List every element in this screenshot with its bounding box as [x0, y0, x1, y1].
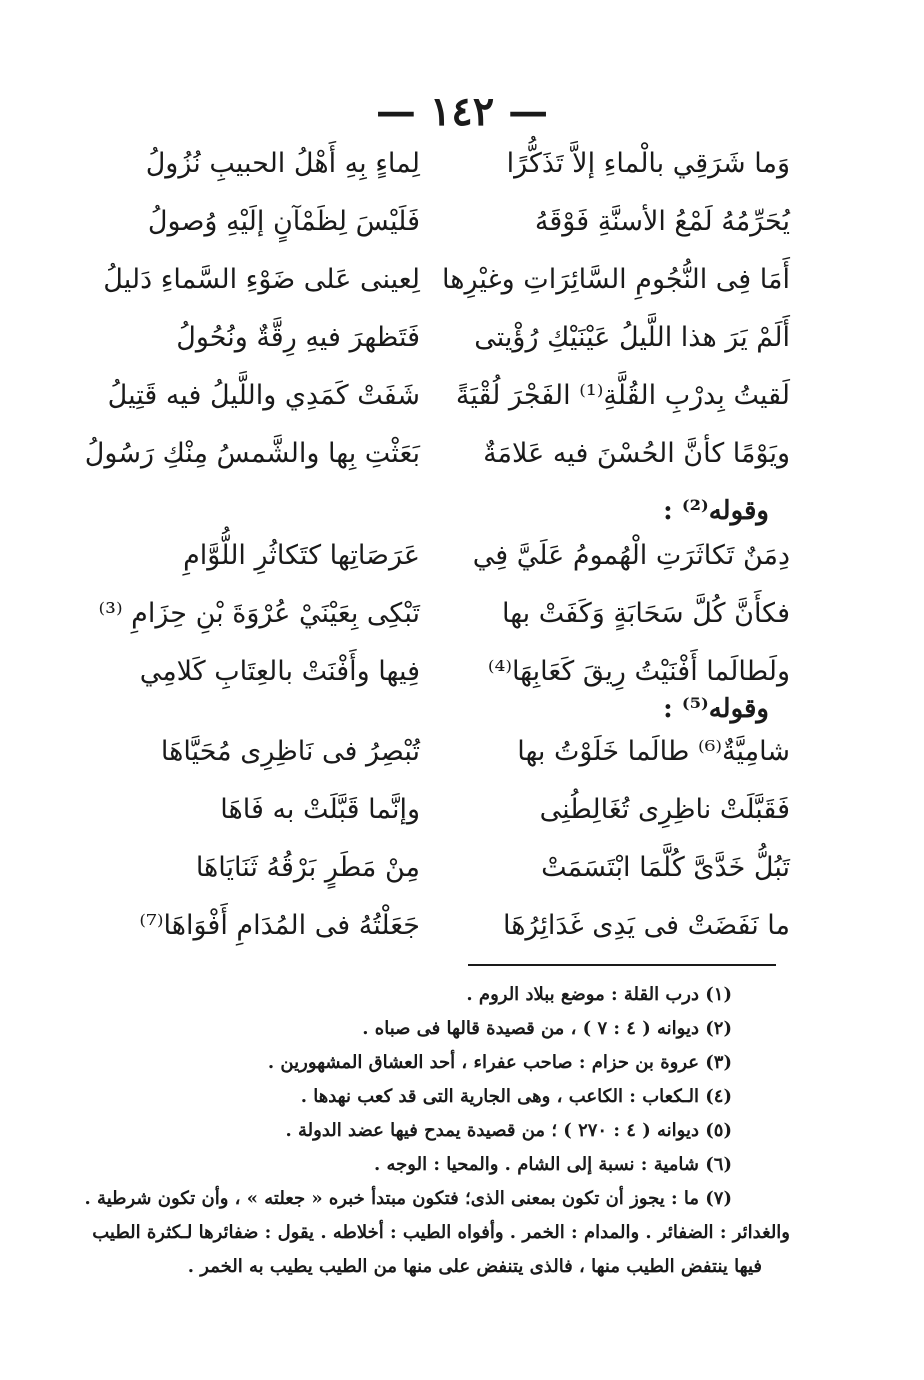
verse-first-hemistich: دِمَنٌ تَكاثَرَتِ الْهُمومُ عَلَيَّ فِي [472, 540, 790, 571]
verse-first-hemistich: ولَطالَما أَفْنَيْتُ رِيقَ كَعَابِهَا⁽⁴⁾ [487, 656, 790, 687]
verse-second-hemistich: فَتَظهرَ فيهِ رِقَّةٌ ونُحُولُ [176, 322, 420, 353]
poem-section-3 [110, 736, 790, 968]
verse-row [98, 598, 790, 656]
verse-second-hemistich: بَعَثْتِ بِها والشَّمسُ مِنْكِ رَسُولُ [84, 438, 420, 469]
footnote-divider [468, 964, 776, 966]
verse-row [107, 380, 790, 438]
verse-row [110, 736, 790, 794]
footnote: (٣) عروة بن حزام : صاحب عفراء ، أحد العشاق المشهورين . [267, 1052, 732, 1073]
verse-row [110, 852, 790, 910]
page-number: — ١٤٢ — [375, 88, 549, 135]
verse-first-hemistich: أَلَمْ يَرَ هذا اللَّيلُ عَيْنَيْكِ رُؤْيتى [474, 322, 790, 353]
verse-second-hemistich: تَبْكِى بِعَيْنَيْ عُرْوَةَ بْنِ حِزَامِ ⁽³⁾ [98, 598, 420, 629]
verse-second-hemistich: لِعينى عَلى ضَوْءِ السَّماءِ دَليلُ [103, 264, 420, 295]
verse-first-hemistich: ما نَفَضَتْ فى يَدِى غَدَائِرُهَا [502, 910, 790, 941]
verse-first-hemistich: فكأَنَّ كُلَّ سَحَابَةٍ وَكَفَتْ بها [501, 598, 790, 629]
verse-second-hemistich: فَلَيْسَ لِظَمْآنٍ إلَيْهِ وُصولُ [147, 206, 420, 237]
footnote: (٤) الـكعاب : الكاعب ، وهى الجارية التى قد كعب نهدها . [300, 1086, 732, 1107]
verse-row [110, 148, 790, 206]
verse-row [103, 264, 790, 322]
verse-first-hemistich: فَقَبَّلَتْ ناظِرِى تُغَالِطُنِى [539, 794, 790, 825]
poem-intro-3: وقوله⁽⁵⁾ : [663, 694, 769, 724]
verse-first-hemistich: أَمَا فِى النُّجُومِ السَّائِرَاتِ وغيْرِها [442, 264, 790, 295]
verse-row [110, 910, 790, 968]
verse-second-hemistich: تُبْصِرُ فى نَاظِرِى مُحَيَّاهَا [160, 736, 420, 767]
footnote: (٦) شامية : نسبة إلى الشام . والمحيا : الوجه . [374, 1154, 732, 1175]
verse-second-hemistich: عَرَصَاتِها كتَكاثُرِ اللُّوَّامِ [183, 540, 420, 571]
verse-first-hemistich: ويَوْمًا كأنَّ الحُسْنَ فيه عَلامَةٌ [483, 438, 790, 469]
footnote: (٧) ما : يجوز أن تكون بمعنى الذى؛ فتكون مبتدأ خبره « جعلته » ، وأن تكون شرطية . [84, 1188, 732, 1209]
verse-first-hemistich: وَما شَرَقِي بالْماءِ إلاَّ تَذَكُّرًا [506, 148, 790, 179]
verse-second-hemistich: شَفَتْ كَمَدِي واللَّيلُ فيه قَتِيلُ [107, 380, 420, 411]
verse-row [110, 794, 790, 852]
poem-intro-2: وقوله⁽²⁾ : [663, 496, 769, 526]
verse-second-hemistich: وإنَّما قَبَّلَتْ به فَاهَا [220, 794, 420, 825]
verse-row [84, 438, 790, 496]
poem-section-2 [98, 540, 790, 714]
verse-first-hemistich: يُحَرِّمُهُ لَمْعُ الأسنَّةِ فَوْقَهُ [534, 206, 790, 237]
verse-second-hemistich: فِيها وأَفْنَتْ بالعِتَابِ كَلامِي [139, 656, 420, 687]
verse-row [110, 322, 790, 380]
verse-second-hemistich: مِنْ مَطَرٍ بَرْقُهُ ثَنَايَاهَا [195, 852, 420, 883]
footnote: (١) درب القلة : موضع ببلاد الروم . [466, 984, 732, 1005]
verse-first-hemistich: شامِيَّةٌ⁽⁶⁾ طالَما خَلَوْتُ بها [517, 736, 790, 767]
footnote: (٢) ديوانه ( ٤ : ٧ ) ، من قصيدة قالها فى صباه . [362, 1018, 732, 1039]
verse-first-hemistich: لَقيتُ بِدرْبِ القُلَّةِ⁽¹⁾ الفَجْرَ لُقْيَةً [455, 380, 790, 411]
verse-second-hemistich: جَعَلْتُهُ فى المُدَامِ أَفْوَاهَا⁽⁷⁾ [139, 910, 420, 941]
verse-row [110, 540, 790, 598]
verse-first-hemistich: تَبُلُّ خَدَّىَّ كُلَّمَا ابْتَسَمَتْ [541, 852, 790, 883]
footnote-continuation: والغدائر : الضفائر . والمدام : الخمر . وأفواه الطيب : أخلاطه . يقول : ضفائرها لـكثرة الطيب [92, 1222, 790, 1243]
verse-row [110, 206, 790, 264]
footnote-continuation: فيها ينتفض الطيب منها ، فالذى يتنفض على منها من الطيب يطيب به الخمر . [187, 1256, 762, 1277]
footnote: (٥) ديوانه ( ٤ : ٢٧٠ ) ؛ من قصيدة يمدح فيها عضد الدولة . [285, 1120, 732, 1141]
verse-second-hemistich: لِماءٍ بِهِ أَهْلُ الحبيبِ نُزُولُ [145, 148, 420, 179]
poem-section-1 [84, 148, 790, 496]
footnotes [84, 978, 790, 1284]
